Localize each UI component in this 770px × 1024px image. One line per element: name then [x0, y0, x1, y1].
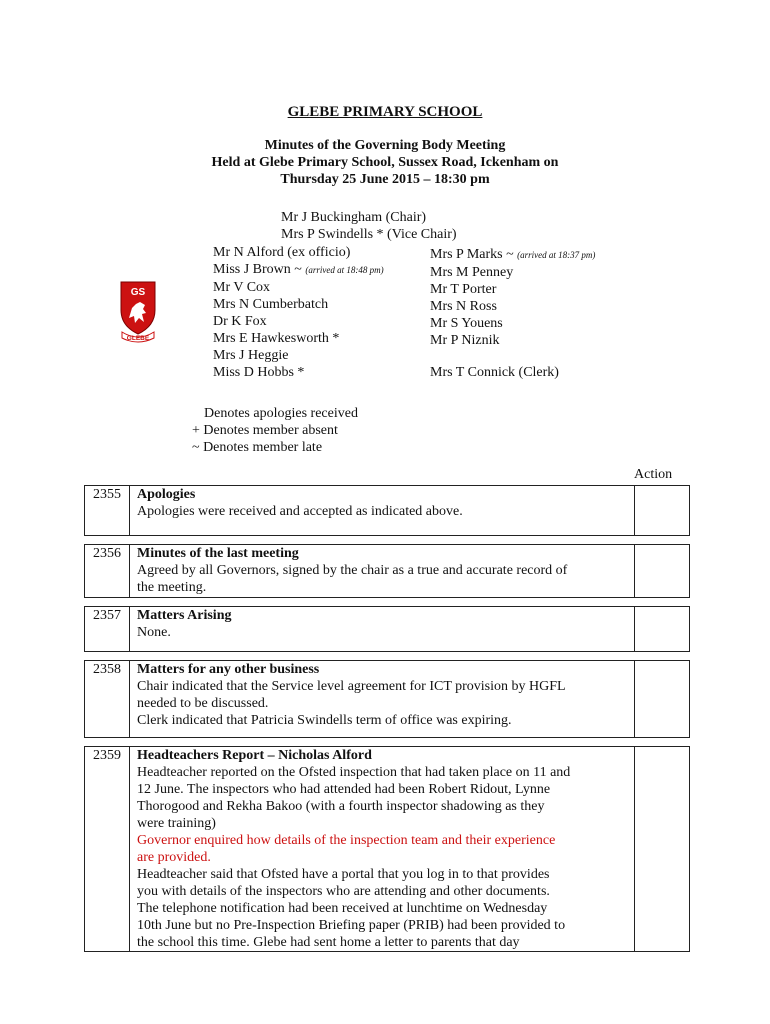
- item-content: [130, 747, 635, 952]
- item-text: 10th June but no Pre-Inspection Briefing paper (PRIB) had been provided to: [137, 918, 566, 933]
- attendee: Mr T Porter: [430, 282, 497, 297]
- item-number: 2355: [85, 486, 130, 536]
- attendee-vice-chair: Mrs P Swindells * (Vice Chair): [281, 227, 457, 242]
- attendee: Mr P Niznik: [430, 333, 500, 348]
- item-action: [635, 486, 690, 536]
- item-content: [130, 607, 635, 652]
- item-number: 2356: [85, 545, 130, 598]
- table-row: [85, 747, 690, 952]
- legend-apologies: Denotes apologies received: [204, 406, 358, 421]
- item-text: Headteacher said that Ofsted have a portal that you log in to that provides: [137, 867, 550, 882]
- meeting-location: Held at Glebe Primary School, Sussex Road, Ickenham on: [211, 155, 559, 170]
- item-heading: Headteachers Report – Nicholas Alford: [137, 748, 372, 763]
- item-action: [635, 661, 690, 738]
- legend-absent: + Denotes member absent: [192, 423, 338, 438]
- item-text: Agreed by all Governors, signed by the chair as a true and accurate record of: [137, 563, 568, 578]
- legend-late: ~ Denotes member late: [192, 440, 323, 455]
- table-row: [85, 607, 690, 652]
- item-number: 2359: [85, 747, 130, 952]
- table-row: [85, 486, 690, 536]
- attendee: Miss D Hobbs *: [213, 365, 305, 380]
- item-text: Thorogood and Rekha Bakoo (with a fourth inspector shadowing as they: [137, 799, 545, 814]
- attendee: Mr N Alford (ex officio): [213, 245, 351, 260]
- item-heading: Matters Arising: [137, 608, 232, 623]
- document-title: GLEBE PRIMARY SCHOOL: [287, 104, 483, 120]
- item-text: Chair indicated that the Service level agreement for ICT provision by HGFL: [137, 679, 566, 694]
- item-text: The telephone notification had been received at lunchtime on Wednesday: [137, 901, 548, 916]
- svg-text:GLEBE: GLEBE: [126, 335, 150, 342]
- item-text: you with details of the inspectors who are attending and other documents.: [137, 884, 550, 899]
- attendee-chair: Mr J Buckingham (Chair): [281, 210, 427, 225]
- item-text: Clerk indicated that Patricia Swindells term of office was expiring.: [137, 713, 512, 728]
- governor-question-text: Governor enquired how details of the inspection team and their experience: [137, 833, 556, 848]
- governor-question-text: are provided.: [137, 850, 211, 865]
- meeting-date: Thursday 25 June 2015 – 18:30 pm: [280, 172, 490, 187]
- attendee: Mrs E Hawkesworth *: [213, 331, 340, 346]
- svg-text:GS: GS: [130, 287, 146, 298]
- attendee: Mr V Cox: [213, 280, 271, 295]
- attendee: Dr K Fox: [213, 314, 267, 329]
- attendee: Mrs M Penney: [430, 265, 514, 280]
- attendee: Mrs J Heggie: [213, 348, 289, 363]
- item-text: needed to be discussed.: [137, 696, 269, 711]
- item-content: [130, 486, 635, 536]
- attendee: Mr S Youens: [430, 316, 503, 331]
- table-row: [85, 661, 690, 738]
- attendee: Miss J Brown ~ (arrived at 18:48 pm): [213, 262, 384, 277]
- item-number: 2357: [85, 607, 130, 652]
- item-action: [635, 607, 690, 652]
- attendees-right-column: [430, 246, 595, 349]
- attendee: Mrs N Cumberbatch: [213, 297, 329, 312]
- item-heading: Minutes of the last meeting: [137, 546, 299, 561]
- item-heading: Matters for any other business: [137, 662, 320, 677]
- item-content: [130, 545, 635, 598]
- item-content: [130, 661, 635, 738]
- item-action: [635, 545, 690, 598]
- item-heading: Apologies: [137, 487, 196, 502]
- minutes-table: [84, 485, 690, 952]
- item-text: the meeting.: [137, 580, 207, 595]
- item-text: the school this time. Glebe had sent home a letter to parents that day: [137, 935, 520, 950]
- meeting-title: Minutes of the Governing Body Meeting: [264, 138, 506, 153]
- table-row: [85, 545, 690, 598]
- action-column-header: Action: [634, 467, 673, 482]
- attendee: Mrs N Ross: [430, 299, 497, 314]
- item-text: Headteacher reported on the Ofsted inspection that had taken place on 11 and: [137, 765, 571, 780]
- item-number: 2358: [85, 661, 130, 738]
- attendee: Mrs P Marks ~ (arrived at 18:37 pm): [430, 247, 596, 262]
- school-crest-logo: [118, 280, 158, 344]
- item-text: 12 June. The inspectors who had attended had been Robert Ridout, Lynne: [137, 782, 551, 797]
- attendees-left-column: [213, 244, 384, 381]
- item-text: were training): [137, 816, 216, 831]
- attendance-legend: [192, 405, 358, 456]
- item-text: Apologies were received and accepted as indicated above.: [137, 504, 463, 519]
- item-action: [635, 747, 690, 952]
- item-text: None.: [137, 625, 171, 640]
- attendee-clerk: Mrs T Connick (Clerk): [430, 365, 559, 380]
